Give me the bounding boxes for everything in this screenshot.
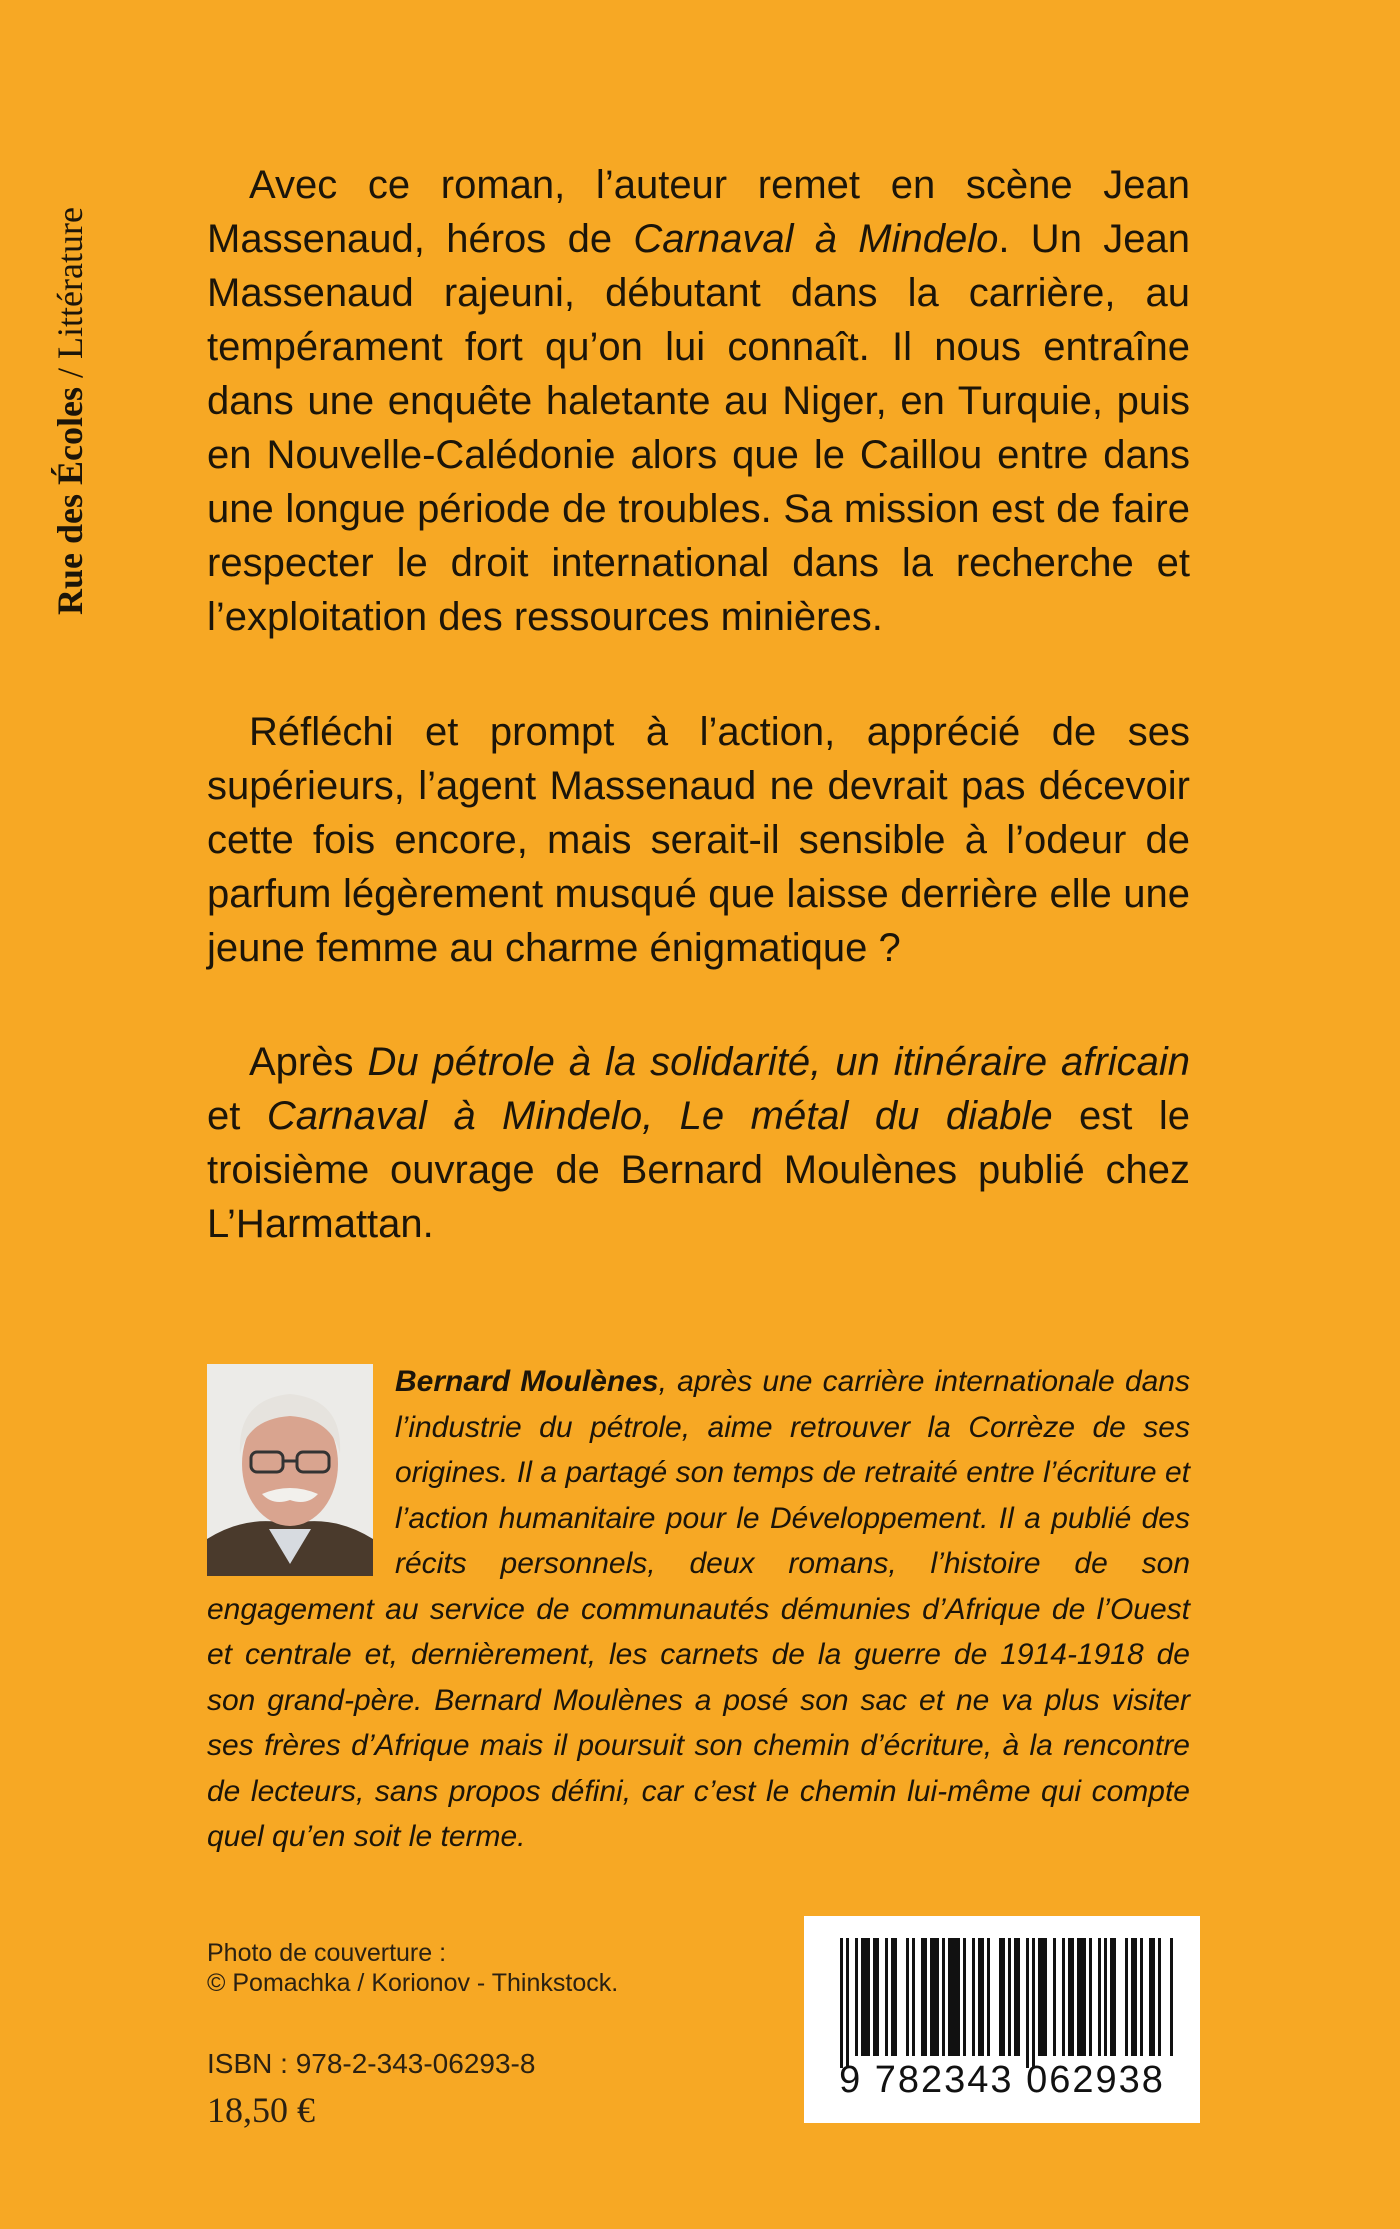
barcode-bar <box>912 1938 915 2056</box>
barcode-bar <box>1110 1938 1116 2056</box>
barcode-bar <box>1170 1938 1173 2056</box>
barcode-bar <box>1077 1938 1086 2056</box>
blurb-paragraph-3: Après Du pétrole à la solidarité, un itinéraire africain et Carnaval à Mindelo, Le métal du diable est le troisième ouvrage de Bernard Moulènes publié chez L’Harmattan. <box>207 1040 1190 1246</box>
price: 18,50 € <box>207 2090 315 2130</box>
barcode-bar <box>948 1938 960 2056</box>
book-title-reference: Carnaval à Mindelo <box>633 217 999 261</box>
barcode-bar <box>846 1938 849 2068</box>
barcode-bar <box>1098 1938 1101 2056</box>
barcode-bar <box>942 1938 945 2056</box>
barcode-bar <box>999 1938 1005 2056</box>
barcode-bar <box>1008 1938 1011 2056</box>
book-title-reference: Carnaval à Mindelo, Le métal du diable <box>266 1094 1053 1138</box>
barcode-bar <box>1053 1938 1056 2056</box>
credit-label: Photo de couverture : <box>207 1939 447 1967</box>
barcode-bar <box>1068 1938 1074 2056</box>
barcode-bar <box>855 1938 858 2056</box>
author-bio-text: , après une carrière internationale dans l’industrie du pétrole, aime retrouver la Corrèze de ses origines. Il a partagé son temps de retraité entre l’écriture et l’action humanitaire pour le Développement. Il a publié des récits personnels, deux romans, l’histoire de son engagement au service de communautés démunies d’Afrique de l’Ouest et centrale et, dernièrement, les carnets de la guerre de 1914-1918 de son grand-père. Bernard Moulènes a posé son sac et ne va plus visiter ses frères d’Afrique mais il poursuit son chemin d’écriture, à la rencontre de lecteurs, sans propos défini, car c’est le chemin lui-même qui compte quel qu’en soit le terme. <box>207 1365 1190 1853</box>
barcode-bar <box>1062 1938 1065 2056</box>
author-portrait-image <box>207 1364 373 1576</box>
barcode-bar <box>1158 1938 1161 2056</box>
barcode-bar <box>891 1938 897 2056</box>
cover-photo-credit <box>207 1938 618 1998</box>
collection-name: Rue des Écoles <box>50 387 90 615</box>
barcode-digits: 9 782343 062938 <box>839 2059 1165 2101</box>
barcode-bar <box>963 1938 966 2056</box>
barcode-bar <box>1038 1938 1047 2056</box>
barcode-bar <box>1089 1938 1092 2056</box>
spine-collection-label <box>40 75 100 615</box>
barcode-bar <box>1014 1938 1020 2056</box>
barcode-bar <box>978 1938 984 2056</box>
collection-genre: Littérature <box>50 207 90 359</box>
credit-value: © Pomachka / Korionov - Thinkstock. <box>207 1969 619 1997</box>
barcode-bar <box>987 1938 990 2056</box>
blurb-paragraph-1: Avec ce roman, l’auteur remet en scène Jean Massenaud, héros de Carnaval à Mindelo. Un Jean Massenaud rajeuni, débutant dans la carrière, au tempérament fort qu’on lui connaît. Il nous entraîne dans une enquête haletante au Niger, en Turquie, puis en Nouvelle-Calédonie alors que le Caillou entre dans une longue période de troubles. Sa mission est de faire respecter le droit international dans la recherche et l’exploitation des ressources minières. <box>207 163 1190 639</box>
barcode-bar <box>1125 1938 1128 2056</box>
barcode-bar <box>1032 1938 1035 2068</box>
barcode-bar <box>906 1938 909 2056</box>
isbn: ISBN : 978-2-343-06293-8 <box>207 2048 536 2079</box>
barcode-bar <box>1131 1938 1137 2056</box>
barcode-bar <box>1026 1938 1029 2068</box>
barcode-bar <box>1149 1938 1155 2056</box>
author-bio <box>207 1359 1190 1860</box>
book-title-reference: Du pétrole à la solidarité, un itinéraire africain <box>367 1040 1190 1084</box>
barcode-bar <box>885 1938 888 2056</box>
barcode-bar <box>1104 1938 1107 2056</box>
barcode-bar <box>930 1938 939 2056</box>
barcode-bar <box>921 1938 927 2056</box>
blurb-paragraph-2: Réfléchi et prompt à l’action, apprécié de ses supérieurs, l’agent Massenaud ne devrait pas décevoir cette fois encore, mais serait-il sensible à l’odeur de parfum légèrement musqué que laisse derrière elle une jeune femme au charme énigmatique ? <box>207 710 1190 970</box>
barcode-bar <box>840 1938 843 2068</box>
barcode-bar <box>972 1938 975 2056</box>
barcode-bar <box>873 1938 879 2056</box>
barcode-bar <box>1140 1938 1143 2056</box>
author-name: Bernard Moulènes <box>395 1365 659 1398</box>
author-photo <box>207 1364 373 1576</box>
spine-separator: / <box>50 358 90 387</box>
barcode-bar <box>861 1938 870 2056</box>
barcode <box>804 1916 1200 2123</box>
